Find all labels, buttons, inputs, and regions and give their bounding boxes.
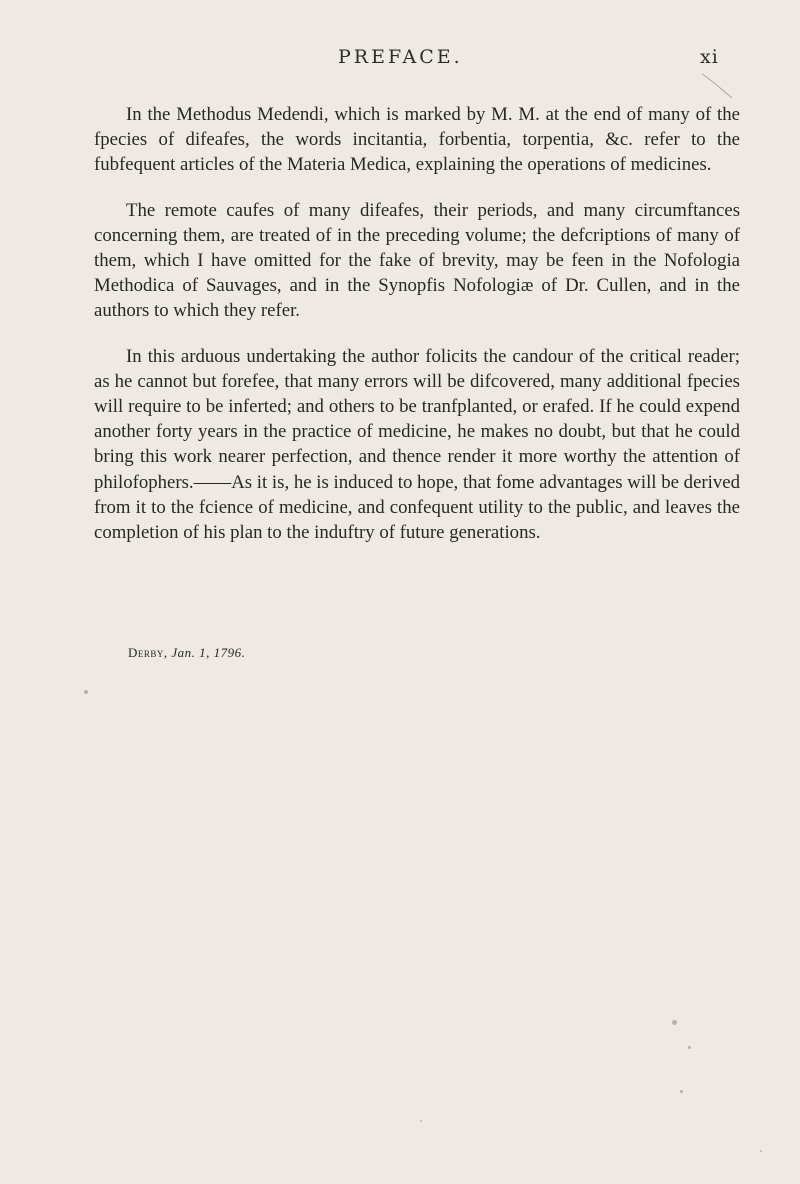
- paragraph-2: The remote caufes of many difeafes, their periods, and many circumftances concerning them, are treated of in the preceding volume; the defcriptions of many of them, which I have omitted for the fake of brevity, may be feen in the Nofologia Methodica of Sauvages, and in the Synopfis Nofologiæ of Dr. Cullen, and in the authors to which they refer.: [94, 199, 740, 322]
- signature-place: Derby,: [128, 645, 168, 660]
- paragraph-1: In the Methodus Medendi, which is marked by M. M. at the end of many of the fpecies of difeafes, the words incitantia, forbentia, torpentia, &c. refer to the fubfequent articles of the Materia Medica, explaining the operations of medicines.: [94, 104, 740, 176]
- paragraph-3: In this arduous undertaking the author folicits the candour of the critical reader; as he cannot but forefee, that many errors will be difcovered, many additional fpecies will require to be inferted; and others to be tranfplanted, or erafed. If he could expend another forty years in the practice of medicine, he makes no doubt, but that he could bring this work nearer perfection, and thence render it more worthy the attention of philofophers.——As it is, he is induced to hope, that fome advantages will be derived from it to the fcience of medicine, and confequent utility to the public, and leaves the completion of his plan to the induftry of future generations.: [94, 345, 740, 544]
- paper-speck: [680, 1090, 683, 1093]
- signature-date: Jan. 1, 1796.: [171, 645, 246, 660]
- page-number: xi: [700, 46, 719, 68]
- signature-line: [128, 645, 245, 661]
- paper-speck: [84, 690, 88, 694]
- paper-speck: [760, 1150, 762, 1152]
- running-head: PREFACE.: [338, 46, 463, 68]
- page-curl-mark: [700, 72, 760, 102]
- paper-speck: [672, 1020, 677, 1025]
- paper-speck: [688, 1046, 691, 1049]
- preface-body: [94, 102, 740, 565]
- paper-speck: [420, 1120, 422, 1122]
